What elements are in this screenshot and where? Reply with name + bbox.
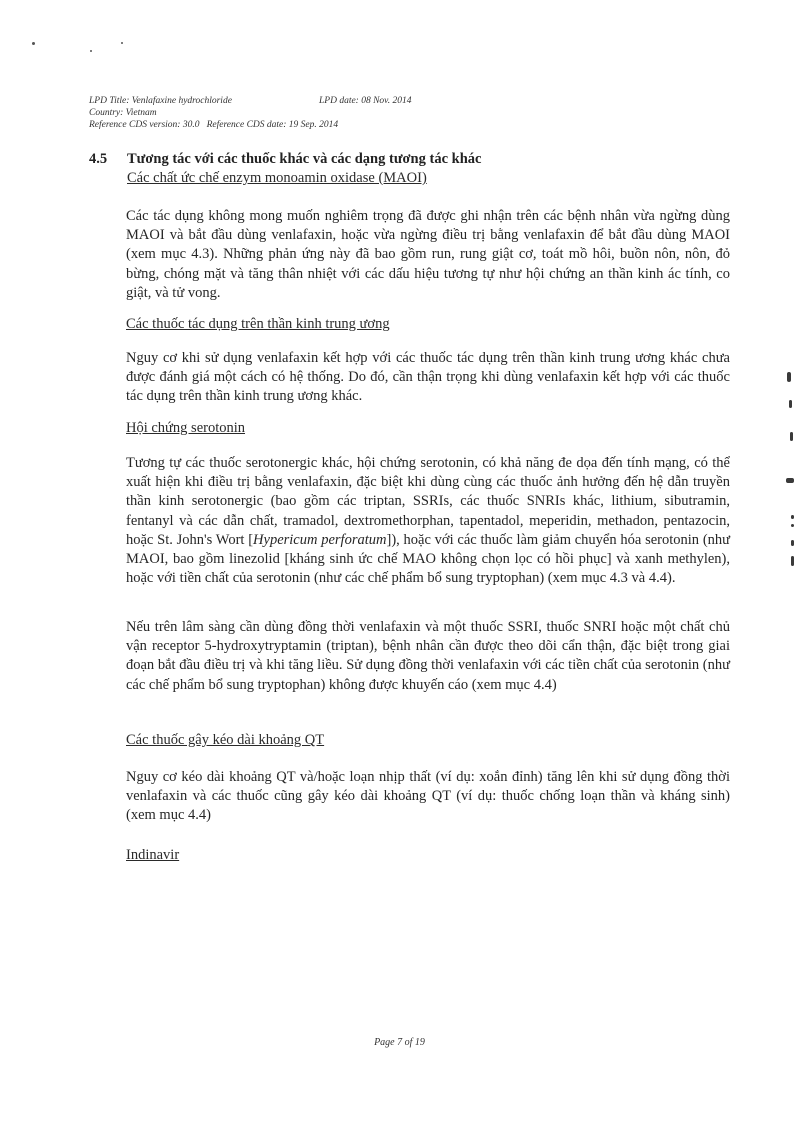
cns-paragraph: Nguy cơ khi sử dụng venlafaxin kết hợp với các thuốc tác dụng trên thần kinh trung ương khác chưa được đánh giá một cách có hệ thống. Do đó, cần thận trọng khi dùng venlafaxin kết hợp với các thuốc tác dụng trên thần kinh trung ương khác. xyxy=(126,350,730,405)
maoi-subheading: Các chất ức chế enzym monoamin oxidase (MAOI) xyxy=(127,170,427,186)
scan-speck xyxy=(121,42,123,44)
page-number: Page 7 of 19 xyxy=(374,1037,425,1048)
reference-cds: Reference CDS version: 30.0 Reference CDS date: 19 Sep. 2014 xyxy=(89,120,339,130)
margin-scan-mark xyxy=(791,524,794,527)
document-header xyxy=(89,95,609,131)
lpd-title: LPD Title: Venlafaxine hydrochloride xyxy=(89,96,232,106)
margin-scan-mark xyxy=(790,432,793,441)
serotonin-text-a: Tương tự các thuốc serotonergic khác, hội chứng serotonin, có khả năng đe dọa đến tính mạng, có thể xuất hiện khi điều trị bằng venlafaxin, đặc biệt khi dùng cùng các thuốc ảnh hưởng đến hệ dẫn truyền thần kinh serotonergic (bao gồm các triptan, SSRIs, các thuốc SNRIs khác, lithium, sibutramin, fentanyl và các dẫn chất, tramadol, dextromethorphan, tapentadol, meperidin, methadon, pentazocin, hoặc St. John's Wort [ xyxy=(126,455,730,548)
margin-scan-mark xyxy=(791,515,794,519)
qt-subheading: Các thuốc gây kéo dài khoảng QT xyxy=(126,732,325,748)
margin-scan-mark xyxy=(791,556,794,566)
scan-speck xyxy=(32,42,35,45)
margin-scan-mark xyxy=(791,540,794,546)
margin-scan-mark xyxy=(786,478,794,483)
section-number: 4.5 xyxy=(89,151,108,167)
maoi-paragraph: Các tác dụng không mong muốn nghiêm trọng đã được ghi nhận trên các bệnh nhân vừa ngừng dùng MAOI và bắt đầu dùng venlafaxin, hoặc vừa ngừng điều trị bằng venlafaxin để bắt đầu dùng MAOI (xem mục 4.3). Những phản ứng này đã bao gồm run, rung giật cơ, toát mồ hôi, buồn nôn, nôn, đỏ bừng, chóng mặt và tăng thân nhiệt với các dấu hiệu tương tự như hội chứng an thần kinh ác tính, co giật, và tử vong. xyxy=(126,208,730,301)
lpd-date: LPD date: 08 Nov. 2014 xyxy=(319,96,412,106)
hypericum-latin-name: Hypericum perforatum xyxy=(253,531,387,548)
serotonin-text-b: ]), hoặc với các thuốc làm giảm chuyển hóa serotonin (như MAOI, bao gồm linezolid [kháng sinh ức chế MAO không chọn lọc có hồi phục] và xanh methylen), hoặc với tiền chất của serotonin (như các chế phẩm bổ sung tryptophan) (xem mục 4.3 và 4.4). xyxy=(126,531,731,587)
section-title: Tương tác với các thuốc khác và các dạng tương tác khác xyxy=(127,151,482,167)
serotonin-subheading: Hội chứng serotonin xyxy=(126,420,246,436)
serotonin-paragraph-2: Nếu trên lâm sàng cần dùng đồng thời venlafaxin và một thuốc SSRI, thuốc SNRI hoặc một chất chủ vận receptor 5-hydroxytryptamin (triptan), bệnh nhân cần được theo dõi cẩn thận, đặc biệt trong giai đoạn bắt đầu điều trị và khi tăng liều. Sử dụng đồng thời venlafaxin với các tiền chất của serotonin (như các chế phẩm bổ sung tryptophan) không được khuyến cáo (xem mục 4.4) xyxy=(126,619,730,693)
margin-scan-mark xyxy=(787,372,791,382)
cns-subheading: Các thuốc tác dụng trên thần kinh trung ương xyxy=(126,316,390,332)
qt-paragraph: Nguy cơ kéo dài khoảng QT và/hoặc loạn nhịp thất (ví dụ: xoắn đỉnh) tăng lên khi sử dụng đồng thời venlafaxin và các thuốc cũng gây kéo dài khoảng QT (ví dụ: thuốc chống loạn thần và kháng sinh) (xem mục 4.4) xyxy=(126,769,730,824)
scan-speck xyxy=(90,50,92,52)
margin-scan-mark xyxy=(789,400,792,408)
indinavir-subheading: Indinavir xyxy=(126,847,180,863)
serotonin-paragraph-1 xyxy=(126,454,730,588)
section-heading xyxy=(89,151,481,168)
country: Country: Vietnam xyxy=(89,108,157,118)
